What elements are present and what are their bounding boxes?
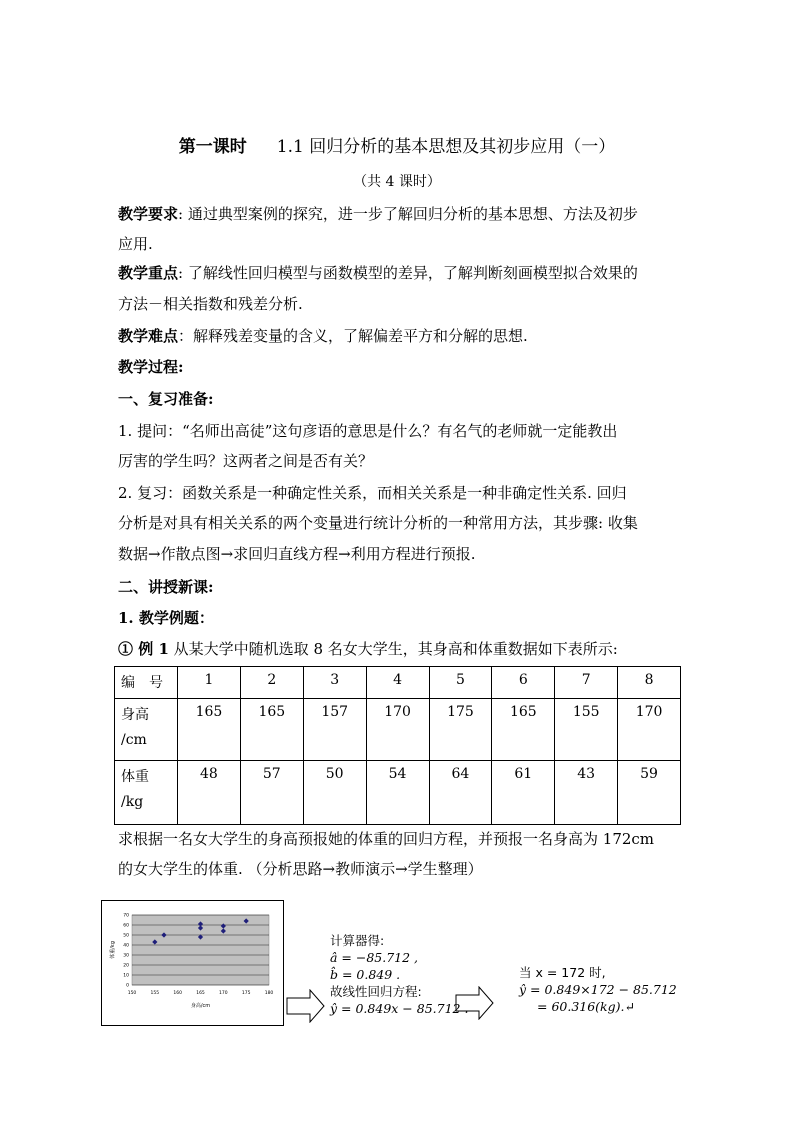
requirement-line1 <box>118 203 638 224</box>
id-cell: 1 <box>178 667 241 699</box>
page-title <box>0 132 794 157</box>
y-tick-label: 10 <box>123 973 129 979</box>
process-heading: 教学过程: <box>118 358 184 376</box>
height-cell: 155 <box>555 699 618 761</box>
weight-cell: 43 <box>555 761 618 825</box>
weight-cell: 61 <box>492 761 555 825</box>
y-tick-label: 40 <box>123 943 129 949</box>
id-cell: 7 <box>555 667 618 699</box>
example-mark: ① 例 1 <box>118 640 169 658</box>
calc-line: â = −85.712 , <box>330 950 419 965</box>
difficulty-label: 教学难点 <box>118 327 179 345</box>
requirement-line2: 应用. <box>118 235 153 253</box>
calc-line: ŷ = 0.849x − 85.712 . <box>330 1001 469 1016</box>
calc-block-1 <box>330 932 468 1017</box>
title-lead: 第一课时 <box>178 137 247 157</box>
height-cell: 165 <box>178 699 241 761</box>
scatter-figure <box>101 900 284 1026</box>
y-tick-label: 60 <box>123 923 129 929</box>
y-tick-label: 70 <box>123 913 129 919</box>
id-cell: 5 <box>429 667 492 699</box>
q1-line1: 1. 提问：“名师出高徒”这句彦语的意思是什么？有名气的老师就一定能教出 <box>118 422 618 440</box>
q2-line1: 2. 复习：函数关系是一种确定性关系，而相关关系是一种非确定性关系. 回归 <box>118 484 627 502</box>
data-table <box>114 666 681 825</box>
key-points-line1 <box>118 262 638 283</box>
key-points-label: 教学重点 <box>118 264 179 282</box>
section1-heading: 一、复习准备: <box>118 390 214 408</box>
q2-line2: 分析是对具有相关关系的两个变量进行统计分析的一种常用方法，其步骤: 收集 <box>118 514 638 532</box>
weight-cell: 54 <box>366 761 429 825</box>
x-tick-label: 160 <box>173 991 182 996</box>
key-points-text: : 了解线性回归模型与函数模型的差异，了解判断刻画模型拟合效果的 <box>178 264 638 282</box>
calc-block-2 <box>519 964 677 1015</box>
height-cell: 175 <box>429 699 492 761</box>
arrow-right-icon <box>286 989 326 1023</box>
table-row-id <box>115 667 681 699</box>
table-row-height <box>115 699 681 761</box>
header-height: 身高 /cm <box>115 699 178 761</box>
subtitle: （共 4 课时） <box>353 174 441 190</box>
header-weight: 体重 /kg <box>115 761 178 825</box>
weight-cell: 64 <box>429 761 492 825</box>
example-text: 从某大学中随机选取 8 名女大学生，其身高和体重数据如下表所示: <box>173 640 618 658</box>
weight-cell: 50 <box>303 761 366 825</box>
header-id: 编 号 <box>115 667 178 699</box>
height-cell: 170 <box>618 699 681 761</box>
table-row-weight <box>115 761 681 825</box>
calc-line: b̂ = 0.849 . <box>330 967 401 982</box>
x-tick-label: 150 <box>127 991 137 996</box>
after-line1: 求根据一名女大学生的身高预报她的体重的回归方程，并预报一名身高为 172cm <box>118 830 655 848</box>
y-tick-label: 20 <box>123 963 129 969</box>
section2-heading: 二、讲授新课: <box>118 578 214 596</box>
calc-line: 当 x = 172 时, <box>519 965 606 980</box>
weight-cell: 48 <box>178 761 241 825</box>
x-tick-label: 155 <box>150 991 160 996</box>
topic1-heading: 1. 教学例题： <box>118 609 214 627</box>
height-cell: 157 <box>303 699 366 761</box>
y-axis-label: 体重/kg <box>110 941 116 959</box>
height-cell: 165 <box>240 699 303 761</box>
id-cell: 6 <box>492 667 555 699</box>
q2-line3: 数据→作散点图→求回归直线方程→利用方程进行预报. <box>118 545 476 563</box>
height-cell: 170 <box>366 699 429 761</box>
x-tick-label: 165 <box>196 991 205 996</box>
id-cell: 4 <box>366 667 429 699</box>
calc-line: 计算器得: <box>330 933 385 948</box>
x-tick-label: 170 <box>219 991 228 996</box>
id-cell: 8 <box>618 667 681 699</box>
difficulty-line <box>118 325 528 346</box>
title-main: 1.1 回归分析的基本思想及其初步应用（一） <box>276 137 616 157</box>
weight-cell: 57 <box>240 761 303 825</box>
x-axis-label: 身高/cm <box>190 1003 211 1009</box>
example-line <box>118 638 618 659</box>
x-tick-label: 180 <box>264 991 274 996</box>
requirement-label: 教学要求 <box>118 205 179 223</box>
y-tick-label: 30 <box>123 953 129 959</box>
calc-line: 故线性回归方程: <box>330 984 422 999</box>
y-tick-label: 0 <box>126 983 129 989</box>
requirement-text: : 通过典型案例的探究，进一步了解回归分析的基本思想、方法及初步 <box>178 205 638 223</box>
id-cell: 2 <box>240 667 303 699</box>
calc-line: = 60.316(kg).↵ <box>537 999 635 1014</box>
difficulty-text: ：解释残差变量的含义，了解偏差平方和分解的思想. <box>178 327 528 345</box>
calc-line: ŷ = 0.849×172 − 85.712 <box>519 982 677 997</box>
weight-cell: 59 <box>618 761 681 825</box>
x-tick-label: 175 <box>241 991 251 996</box>
q1-line2: 厉害的学生吗？这两者之间是否有关？ <box>118 452 374 470</box>
y-tick-label: 50 <box>123 933 129 939</box>
key-points-line2: 方法－相关指数和残差分析. <box>118 295 303 313</box>
height-cell: 165 <box>492 699 555 761</box>
scatter-plot <box>102 901 283 1025</box>
id-cell: 3 <box>303 667 366 699</box>
after-line2: 的女大学生的体重. （分析思路→教师演示→学生整理） <box>118 860 483 878</box>
